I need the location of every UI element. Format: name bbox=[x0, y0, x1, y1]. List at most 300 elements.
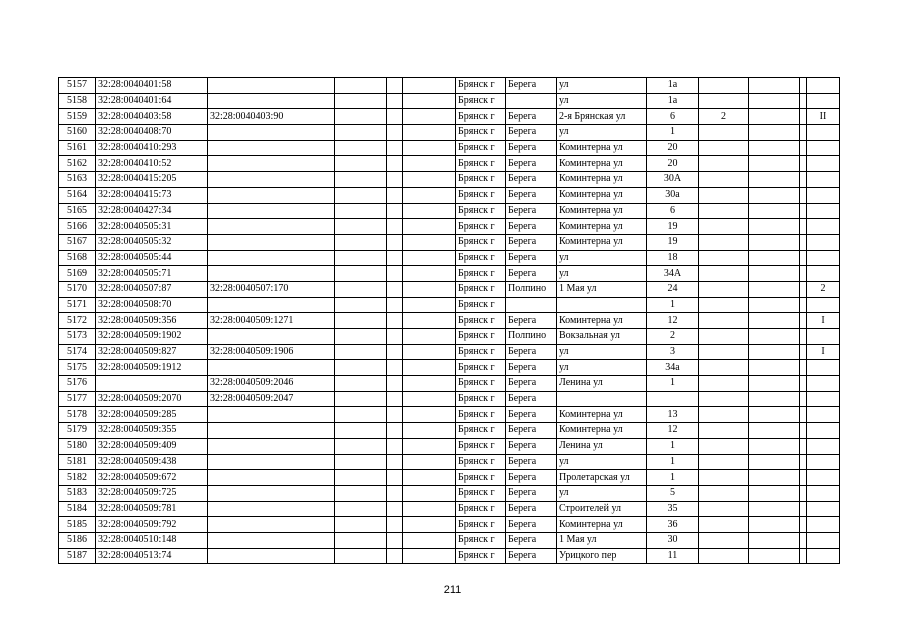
table-cell bbox=[800, 187, 807, 203]
table-row bbox=[59, 360, 840, 376]
table-cell bbox=[800, 109, 807, 125]
table-row bbox=[59, 203, 840, 219]
table-cell: Берега bbox=[506, 344, 557, 360]
table-cell: 6 bbox=[647, 109, 699, 125]
table-cell bbox=[335, 485, 387, 501]
table-cell bbox=[699, 376, 749, 392]
table-cell bbox=[749, 423, 800, 439]
table-cell bbox=[749, 203, 800, 219]
table-cell bbox=[208, 297, 335, 313]
table-cell: 1 bbox=[647, 438, 699, 454]
table-cell bbox=[800, 376, 807, 392]
table-cell: 32:28:0040509:725 bbox=[96, 485, 208, 501]
table-cell bbox=[403, 281, 456, 297]
table-cell: Брянск г bbox=[456, 313, 506, 329]
table-cell bbox=[699, 454, 749, 470]
table-row bbox=[59, 93, 840, 109]
table-cell bbox=[403, 234, 456, 250]
table-cell bbox=[387, 470, 403, 486]
table-cell: Брянск г bbox=[456, 266, 506, 282]
table-cell: Брянск г bbox=[456, 329, 506, 345]
table-cell bbox=[387, 344, 403, 360]
table-cell: Берега bbox=[506, 156, 557, 172]
table-cell bbox=[807, 485, 840, 501]
table-cell bbox=[208, 78, 335, 94]
table-row bbox=[59, 78, 840, 94]
table-cell: 1 Мая ул bbox=[557, 281, 647, 297]
table-cell bbox=[800, 329, 807, 345]
table-cell bbox=[807, 438, 840, 454]
table-cell bbox=[749, 93, 800, 109]
table-cell bbox=[699, 156, 749, 172]
table-cell bbox=[800, 485, 807, 501]
table-cell: 32:28:0040509:355 bbox=[96, 423, 208, 439]
table-cell bbox=[699, 517, 749, 533]
table-row bbox=[59, 109, 840, 125]
table-cell: 32:28:0040505:32 bbox=[96, 234, 208, 250]
table-cell bbox=[807, 376, 840, 392]
table-cell bbox=[749, 140, 800, 156]
table-cell: 12 bbox=[647, 423, 699, 439]
table-cell: Брянск г bbox=[456, 172, 506, 188]
table-cell bbox=[403, 172, 456, 188]
table-cell: Коминтерна ул bbox=[557, 517, 647, 533]
table-cell bbox=[403, 360, 456, 376]
table-cell bbox=[749, 501, 800, 517]
table-cell bbox=[335, 438, 387, 454]
table-cell: 32:28:0040509:438 bbox=[96, 454, 208, 470]
table-cell bbox=[403, 125, 456, 141]
table-cell: 32:28:0040509:827 bbox=[96, 344, 208, 360]
table-cell bbox=[208, 470, 335, 486]
table-cell bbox=[387, 140, 403, 156]
table-cell bbox=[699, 172, 749, 188]
table-cell: 1 bbox=[647, 470, 699, 486]
table-cell bbox=[749, 78, 800, 94]
table-cell: 1 bbox=[647, 125, 699, 141]
table-cell bbox=[403, 297, 456, 313]
table-cell bbox=[699, 125, 749, 141]
table-cell: Берега bbox=[506, 501, 557, 517]
table-cell: 5184 bbox=[59, 501, 96, 517]
table-cell: 12 bbox=[647, 313, 699, 329]
table-cell bbox=[387, 93, 403, 109]
table-cell: Ленина ул bbox=[557, 376, 647, 392]
table-cell bbox=[403, 93, 456, 109]
table-row bbox=[59, 313, 840, 329]
table-cell: 5169 bbox=[59, 266, 96, 282]
table-cell: 3 bbox=[647, 344, 699, 360]
table-cell bbox=[403, 344, 456, 360]
table-cell: 5172 bbox=[59, 313, 96, 329]
table-cell bbox=[387, 423, 403, 439]
table-cell bbox=[749, 376, 800, 392]
table-cell: 5165 bbox=[59, 203, 96, 219]
table-row bbox=[59, 187, 840, 203]
table-cell: 5179 bbox=[59, 423, 96, 439]
table-cell bbox=[807, 125, 840, 141]
table-cell: Брянск г bbox=[456, 548, 506, 564]
table-cell bbox=[807, 517, 840, 533]
table-cell bbox=[749, 360, 800, 376]
table-cell bbox=[749, 172, 800, 188]
table-cell: Брянск г bbox=[456, 125, 506, 141]
table-cell: 32:28:0040401:58 bbox=[96, 78, 208, 94]
table-row bbox=[59, 532, 840, 548]
table-cell: 5185 bbox=[59, 517, 96, 533]
table-row bbox=[59, 266, 840, 282]
table-cell: 5163 bbox=[59, 172, 96, 188]
table-cell bbox=[800, 517, 807, 533]
table-cell bbox=[208, 125, 335, 141]
table-row bbox=[59, 234, 840, 250]
table-cell: Берега bbox=[506, 140, 557, 156]
table-cell: 2 bbox=[807, 281, 840, 297]
table-cell: Берега bbox=[506, 438, 557, 454]
table-cell bbox=[699, 391, 749, 407]
table-cell bbox=[335, 78, 387, 94]
table-row bbox=[59, 438, 840, 454]
table-cell: 1 bbox=[647, 454, 699, 470]
table-cell bbox=[807, 423, 840, 439]
table-cell: 32:28:0040408:70 bbox=[96, 125, 208, 141]
table-cell bbox=[506, 297, 557, 313]
table-cell bbox=[807, 360, 840, 376]
table-cell: 5171 bbox=[59, 297, 96, 313]
table-cell bbox=[208, 172, 335, 188]
table-cell bbox=[335, 470, 387, 486]
table-cell bbox=[807, 407, 840, 423]
table-cell bbox=[403, 423, 456, 439]
table-cell bbox=[403, 470, 456, 486]
table-cell bbox=[403, 219, 456, 235]
table-cell bbox=[749, 548, 800, 564]
table-cell bbox=[387, 297, 403, 313]
table-cell: Берега bbox=[506, 360, 557, 376]
table-cell: 32:28:0040513:74 bbox=[96, 548, 208, 564]
table-cell bbox=[557, 391, 647, 407]
table-cell: Берега bbox=[506, 187, 557, 203]
table-cell: Вокзальная ул bbox=[557, 329, 647, 345]
table-cell: ул bbox=[557, 485, 647, 501]
table-cell bbox=[335, 344, 387, 360]
table-cell: ул bbox=[557, 454, 647, 470]
table-cell bbox=[800, 125, 807, 141]
table-row bbox=[59, 454, 840, 470]
table-cell: Берега bbox=[506, 517, 557, 533]
table-cell bbox=[403, 266, 456, 282]
table-cell: 32:28:0040509:409 bbox=[96, 438, 208, 454]
table-cell bbox=[335, 423, 387, 439]
table-cell bbox=[403, 548, 456, 564]
table-cell bbox=[335, 313, 387, 329]
table-row bbox=[59, 423, 840, 439]
table-cell bbox=[800, 297, 807, 313]
table-cell bbox=[800, 313, 807, 329]
table-cell bbox=[403, 140, 456, 156]
table-cell bbox=[208, 438, 335, 454]
table-cell bbox=[335, 140, 387, 156]
table-cell bbox=[335, 517, 387, 533]
table-cell bbox=[800, 501, 807, 517]
table-cell bbox=[699, 360, 749, 376]
table-cell: 20 bbox=[647, 140, 699, 156]
table-cell bbox=[403, 532, 456, 548]
table-cell: 1 bbox=[647, 376, 699, 392]
table-cell: 32:28:0040510:148 bbox=[96, 532, 208, 548]
table-cell: Берега bbox=[506, 423, 557, 439]
table-cell bbox=[387, 219, 403, 235]
table-cell: 2 bbox=[647, 329, 699, 345]
table-cell bbox=[208, 423, 335, 439]
table-row bbox=[59, 172, 840, 188]
table-cell bbox=[800, 438, 807, 454]
table-cell bbox=[800, 407, 807, 423]
table-cell bbox=[699, 423, 749, 439]
table-cell bbox=[749, 344, 800, 360]
table-cell bbox=[387, 78, 403, 94]
table-cell bbox=[807, 266, 840, 282]
table-cell: Берега bbox=[506, 219, 557, 235]
table-cell: 32:28:0040505:31 bbox=[96, 219, 208, 235]
table-cell bbox=[208, 517, 335, 533]
table-cell bbox=[403, 391, 456, 407]
table-cell bbox=[749, 313, 800, 329]
table-cell bbox=[800, 423, 807, 439]
table-cell: 32:28:0040505:44 bbox=[96, 250, 208, 266]
table-cell: 1 Мая ул bbox=[557, 532, 647, 548]
table-cell bbox=[208, 93, 335, 109]
table-cell bbox=[96, 376, 208, 392]
table-row bbox=[59, 281, 840, 297]
table-cell bbox=[208, 329, 335, 345]
table-cell: Берега bbox=[506, 391, 557, 407]
table-cell: 19 bbox=[647, 219, 699, 235]
table-cell bbox=[699, 501, 749, 517]
table-cell bbox=[807, 172, 840, 188]
table-cell: 5168 bbox=[59, 250, 96, 266]
table-cell bbox=[807, 234, 840, 250]
table-cell: Строителей ул bbox=[557, 501, 647, 517]
table-cell: 5180 bbox=[59, 438, 96, 454]
table-cell bbox=[208, 234, 335, 250]
table-cell bbox=[208, 501, 335, 517]
table-cell bbox=[807, 548, 840, 564]
table-cell: ул bbox=[557, 78, 647, 94]
table-cell bbox=[387, 517, 403, 533]
table-cell: Урицкого пер bbox=[557, 548, 647, 564]
table-cell bbox=[335, 203, 387, 219]
table-row bbox=[59, 297, 840, 313]
table-cell bbox=[699, 485, 749, 501]
table-cell bbox=[387, 501, 403, 517]
table-cell: 32:28:0040427:34 bbox=[96, 203, 208, 219]
table-cell bbox=[387, 532, 403, 548]
table-cell bbox=[749, 125, 800, 141]
table-cell: Берега bbox=[506, 250, 557, 266]
table-cell bbox=[208, 485, 335, 501]
table-cell bbox=[208, 203, 335, 219]
table-cell bbox=[335, 501, 387, 517]
table-cell: 32:28:0040410:293 bbox=[96, 140, 208, 156]
table-cell: 5181 bbox=[59, 454, 96, 470]
table-cell: 32:28:0040509:1271 bbox=[208, 313, 335, 329]
table-cell: Брянск г bbox=[456, 532, 506, 548]
table-row bbox=[59, 156, 840, 172]
table-cell bbox=[807, 203, 840, 219]
table-cell bbox=[387, 109, 403, 125]
table-cell bbox=[699, 234, 749, 250]
table-cell bbox=[208, 532, 335, 548]
table-cell: 24 bbox=[647, 281, 699, 297]
table-cell: Берега bbox=[506, 548, 557, 564]
table-cell: Брянск г bbox=[456, 485, 506, 501]
table-cell bbox=[403, 517, 456, 533]
table-cell bbox=[699, 297, 749, 313]
table-cell bbox=[699, 266, 749, 282]
table-cell bbox=[749, 391, 800, 407]
table-cell bbox=[800, 156, 807, 172]
table-cell: 32:28:0040403:58 bbox=[96, 109, 208, 125]
table-cell bbox=[807, 250, 840, 266]
table-cell: 36 bbox=[647, 517, 699, 533]
table-cell: Брянск г bbox=[456, 438, 506, 454]
table-cell: 1 bbox=[647, 297, 699, 313]
table-cell: Коминтерна ул bbox=[557, 313, 647, 329]
table-cell bbox=[403, 187, 456, 203]
table-cell bbox=[208, 407, 335, 423]
table-cell: 32:28:0040507:170 bbox=[208, 281, 335, 297]
table-cell: 30А bbox=[647, 172, 699, 188]
table-cell bbox=[749, 109, 800, 125]
table-cell: Брянск г bbox=[456, 93, 506, 109]
table-cell: Ленина ул bbox=[557, 438, 647, 454]
table-cell: 6 bbox=[647, 203, 699, 219]
table-cell: 32:28:0040508:70 bbox=[96, 297, 208, 313]
table-cell: Коминтерна ул bbox=[557, 234, 647, 250]
table-cell bbox=[208, 360, 335, 376]
table-cell bbox=[749, 517, 800, 533]
table-cell: 5187 bbox=[59, 548, 96, 564]
table-cell: Полпино bbox=[506, 281, 557, 297]
table-cell: 35 bbox=[647, 501, 699, 517]
table-cell bbox=[699, 548, 749, 564]
table-cell bbox=[335, 234, 387, 250]
table-cell: 34А bbox=[647, 266, 699, 282]
table-cell bbox=[699, 438, 749, 454]
table-cell: Коминтерна ул bbox=[557, 423, 647, 439]
table-cell: 13 bbox=[647, 407, 699, 423]
table-cell: I bbox=[807, 313, 840, 329]
table-cell: Берега bbox=[506, 266, 557, 282]
table-cell: 32:28:0040509:2046 bbox=[208, 376, 335, 392]
table-cell bbox=[800, 172, 807, 188]
table-cell: 32:28:0040403:90 bbox=[208, 109, 335, 125]
table-cell bbox=[335, 297, 387, 313]
table-row bbox=[59, 250, 840, 266]
table-cell: 5178 bbox=[59, 407, 96, 423]
table-cell: 18 bbox=[647, 250, 699, 266]
table-cell bbox=[387, 485, 403, 501]
table-cell bbox=[800, 140, 807, 156]
table-cell bbox=[335, 156, 387, 172]
table-cell: 1а bbox=[647, 78, 699, 94]
table-cell: 32:28:0040509:672 bbox=[96, 470, 208, 486]
table-cell: Берега bbox=[506, 172, 557, 188]
table-cell: 32:28:0040509:1912 bbox=[96, 360, 208, 376]
table-cell: Коминтерна ул bbox=[557, 219, 647, 235]
table-cell bbox=[335, 125, 387, 141]
table-cell bbox=[699, 203, 749, 219]
table-cell bbox=[749, 234, 800, 250]
table-cell bbox=[800, 391, 807, 407]
table-cell bbox=[807, 297, 840, 313]
table-cell bbox=[335, 407, 387, 423]
table-cell bbox=[208, 140, 335, 156]
table-cell bbox=[335, 250, 387, 266]
table-cell: 5183 bbox=[59, 485, 96, 501]
table-cell: 5176 bbox=[59, 376, 96, 392]
table-cell bbox=[699, 313, 749, 329]
table-cell: Брянск г bbox=[456, 78, 506, 94]
table-cell bbox=[807, 470, 840, 486]
table-cell: Берега bbox=[506, 78, 557, 94]
table-cell: Брянск г bbox=[456, 454, 506, 470]
table-cell bbox=[699, 281, 749, 297]
table-cell: Берега bbox=[506, 234, 557, 250]
table-cell: 11 bbox=[647, 548, 699, 564]
table-cell: Берега bbox=[506, 203, 557, 219]
table-row bbox=[59, 376, 840, 392]
table-cell: Коминтерна ул bbox=[557, 187, 647, 203]
table-cell bbox=[699, 187, 749, 203]
table-row bbox=[59, 485, 840, 501]
table-cell: ул bbox=[557, 250, 647, 266]
table-cell bbox=[387, 454, 403, 470]
table-cell bbox=[335, 548, 387, 564]
table-cell: Брянск г bbox=[456, 140, 506, 156]
table-cell bbox=[403, 376, 456, 392]
table-cell: Коминтерна ул bbox=[557, 203, 647, 219]
table-cell bbox=[335, 93, 387, 109]
table-cell: 5170 bbox=[59, 281, 96, 297]
table-cell bbox=[749, 297, 800, 313]
table-cell bbox=[800, 360, 807, 376]
table-cell bbox=[387, 172, 403, 188]
table-cell: 1а bbox=[647, 93, 699, 109]
table-cell bbox=[403, 407, 456, 423]
table-row bbox=[59, 125, 840, 141]
table-cell bbox=[335, 219, 387, 235]
table-row bbox=[59, 391, 840, 407]
table-cell: 5164 bbox=[59, 187, 96, 203]
table-cell: II bbox=[807, 109, 840, 125]
table-cell bbox=[403, 78, 456, 94]
table-cell bbox=[800, 281, 807, 297]
table-cell bbox=[800, 93, 807, 109]
table-cell: Брянск г bbox=[456, 250, 506, 266]
table-cell bbox=[387, 266, 403, 282]
table-cell bbox=[699, 407, 749, 423]
table-cell: 2 bbox=[699, 109, 749, 125]
table-cell: 32:28:0040509:1906 bbox=[208, 344, 335, 360]
table-cell bbox=[807, 219, 840, 235]
table-cell: Берега bbox=[506, 125, 557, 141]
table-cell: Брянск г bbox=[456, 156, 506, 172]
table-cell bbox=[403, 156, 456, 172]
table-cell: 2-я Брянская ул bbox=[557, 109, 647, 125]
table-cell: Брянск г bbox=[456, 234, 506, 250]
